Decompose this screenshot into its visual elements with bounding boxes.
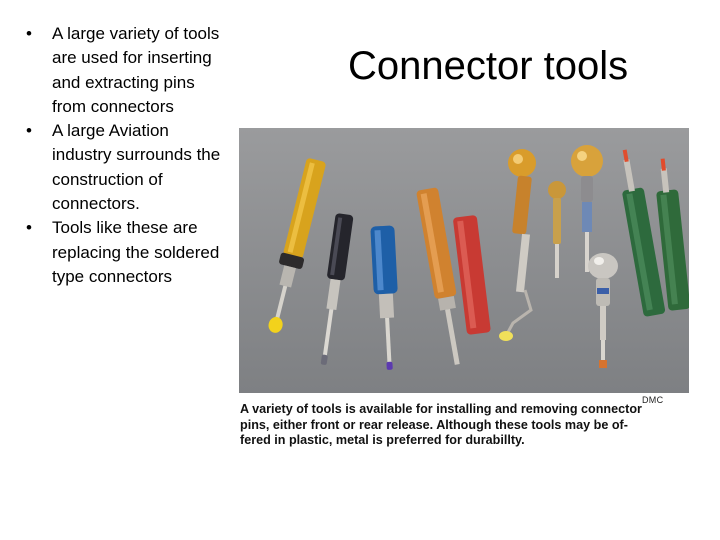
bullet-item: • A large variety of tools are used for inserting and extracting pins from connectors xyxy=(24,22,224,119)
bullet-item: • Tools like these are replacing the soldered type connectors xyxy=(24,216,224,289)
slide-title: Connector tools xyxy=(348,44,629,88)
connector-tools-photo xyxy=(239,128,689,393)
caption-line: A variety of tools is available for installing and removing connector xyxy=(240,402,642,416)
bullet-list xyxy=(24,22,224,289)
figure-caption xyxy=(240,402,692,449)
caption-line: pins, either front or rear release. Although these tools may be of- xyxy=(240,417,628,432)
photo-credit: DMC xyxy=(642,395,664,405)
caption-line: fered in plastic, metal is preferred for durabillty. xyxy=(240,433,525,448)
bullet-item: • A large Aviation industry surrounds the construction of connectors. xyxy=(24,119,224,216)
